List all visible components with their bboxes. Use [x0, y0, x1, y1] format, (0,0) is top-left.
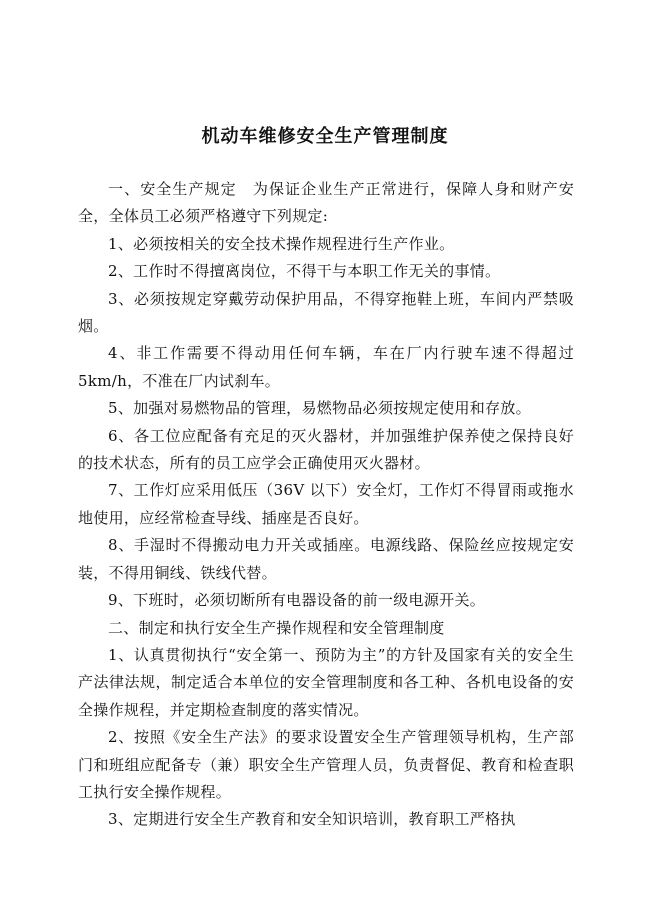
paragraph-rule-3: 3、必须按规定穿戴劳动保护用品，不得穿拖鞋上班，车间内严禁吸烟。: [78, 289, 574, 336]
paragraph-rule-7: 7、工作灯应采用低压（36V 以下）安全灯，工作灯不得冒雨或拖水地使用，应经常检查导线、插座是否良好。: [78, 481, 574, 527]
paragraph-section2-item-3: 3、定期进行安全生产教育和安全知识培训，教育职工严格执: [108, 810, 516, 829]
paragraph-rule-5: 5、加强对易燃物品的管理，易燃物品必须按规定使用和存放。: [108, 399, 531, 418]
paragraph-rule-2: 2、工作时不得擅离岗位，不得干与本职工作无关的事情。: [108, 262, 501, 281]
document-body: [78, 176, 574, 834]
paragraph-rule-9: 9、下班时，必须切断所有电器设备的前一级电源开关。: [108, 591, 486, 610]
paragraph-rule-4: 4、非工作需要不得动用任何车辆，车在厂内行驶车速不得超过 5km/h，不准在厂内试刹车。: [78, 344, 574, 390]
paragraph-section2-item-1: 1、认真贯彻执行“安全第一、预防为主”的方针及国家有关的安全生产法律法规，制定适合本单位的安全管理制度和各工种、各机电设备的安全操作规程，并定期检查制度的落实情况。: [78, 645, 574, 719]
paragraph-section2-item-2: 2、按照《安全生产法》的要求设置安全生产管理领导机构，生产部门和班组应配备专（兼）职安全生产管理人员，负责督促、教育和检查职工执行安全操作规程。: [78, 728, 574, 801]
paragraph-safety-rules-intro: 一、安全生产规定 为保证企业生产正常进行，保障人身和财产安全，全体员工必须严格遵守下列规定:: [78, 180, 574, 226]
document-title: 机动车维修安全生产管理制度: [201, 126, 449, 147]
paragraph-rule-8: 8、手湿时不得搬动电力开关或插座。电源线路、保险丝应按规定安装，不得用铜线、铁线代替。: [78, 536, 574, 582]
paragraph-rule-1: 1、必须按相关的安全技术操作规程进行生产作业。: [108, 234, 455, 253]
paragraph-rule-6: 6、各工位应配备有充足的灭火器材，并加强维护保养使之保持良好的技术状态，所有的员工应学会正确使用灭火器材。: [78, 426, 574, 473]
section-heading-2: 二、制定和执行安全生产操作规程和安全管理制度: [108, 618, 445, 637]
